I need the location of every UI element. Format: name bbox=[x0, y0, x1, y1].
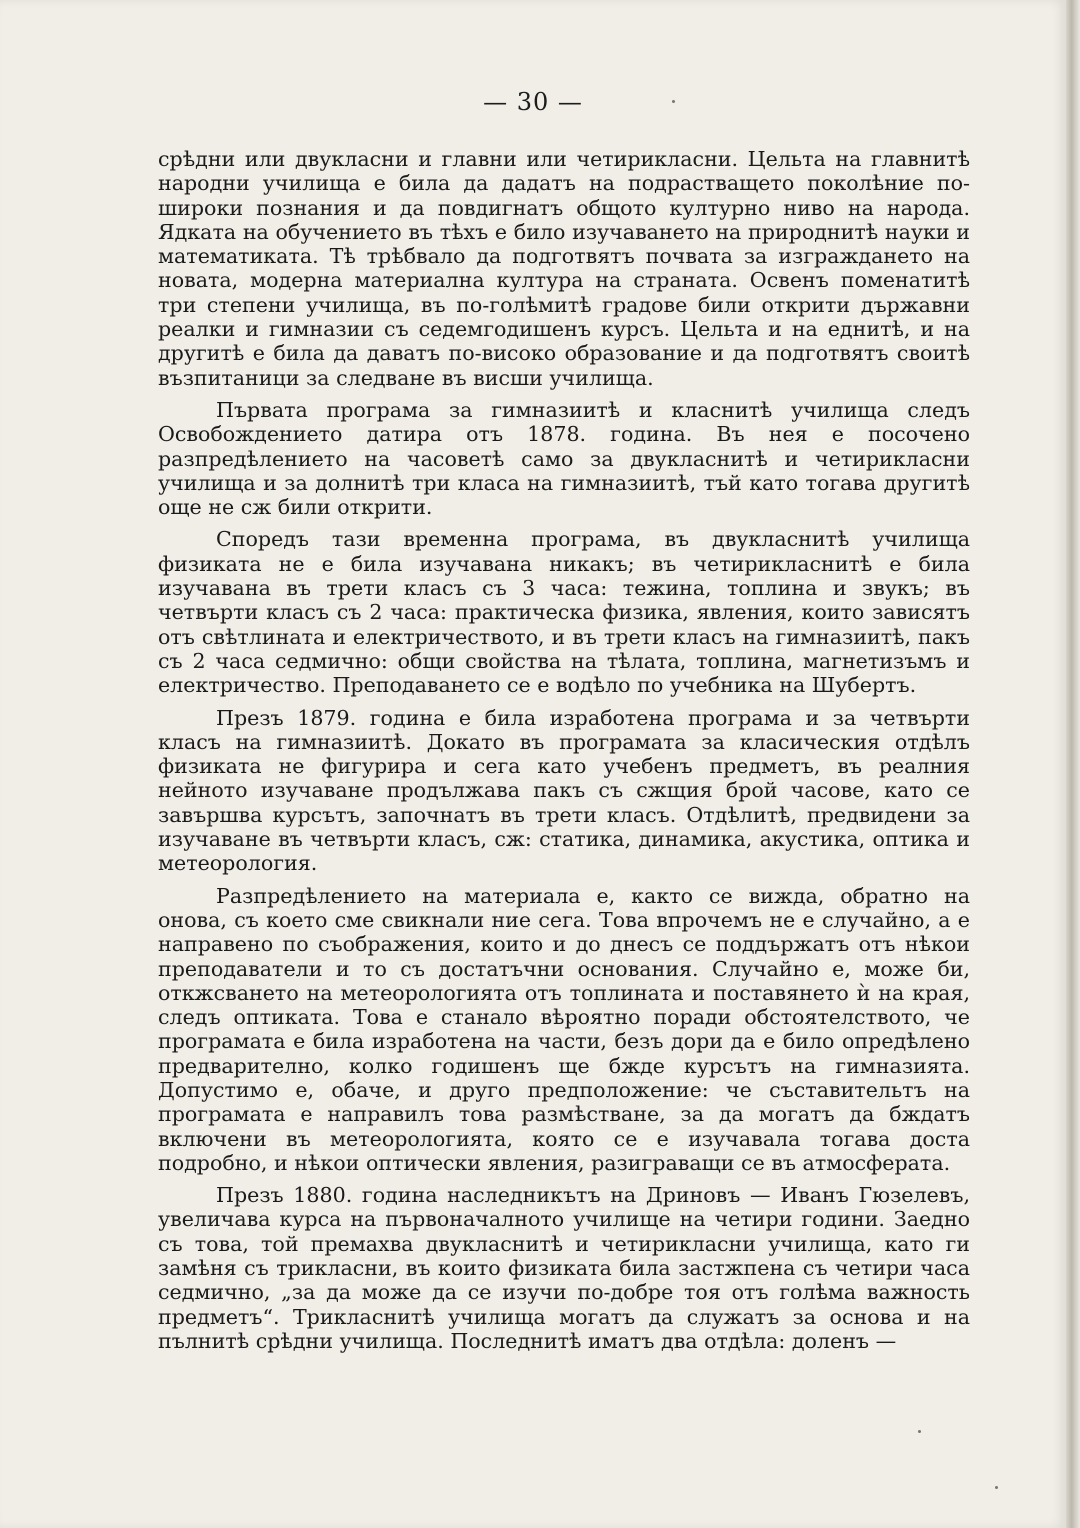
paragraph: Първата програма за гимназиитѣ и класнитѣ училища следъ Освобождението датира отъ 1878. година. Въ нея е посочено разпредѣлението на часоветѣ само за двукласнитѣ и четирикласни училища и за долнитѣ три класа на гимназиитѣ, тъй като тогава другитѣ още не сж били открити. bbox=[158, 397, 970, 520]
paragraph: срѣдни или двукласни и главни или четирикласни. Цельта на главнитѣ народни училища е била да дадатъ на подрастващето поколѣние по-широки познания и да повдигнатъ общото културно ниво на народа. Ядката на обучението въ тѣхъ е било изучаването на природнитѣ науки и математиката. Тѣ трѣбвало да подготвятъ почвата за изграждането на новата, модерна материална култура на страната. Освенъ поменатитѣ три степени училища, въ по-голѣмитѣ градове били открити държавни реалки и гимназии съ седемгодишенъ курсъ. Цельта и на еднитѣ, и на другитѣ е била да даватъ по-високо образование и да подготвятъ своитѣ възпитаници за следване въ висши училища. bbox=[158, 147, 970, 390]
paper-speck bbox=[672, 100, 675, 103]
paragraph: Разпредѣлението на материала е, както се вижда, обратно на онова, съ което сме свикнали ние сега. Това впрочемъ не е случайно, а е направено по съображения, които и до днесъ се поддържатъ отъ нѣкои преподаватели и то съ достатъчни основания. Случайно е, може би, откжсването на метеорологията отъ топлината и поставянето ѝ на края, следъ оптиката. Това е станало вѣроятно поради обстоятелството, че програмата е била изработена на части, безъ дори да е било опредѣлено предварително, колко годишенъ ще бжде курсътъ на гимназията. Допустимо е, обаче, и друго предположение: че съставительтъ на програмата е направилъ това размѣстване, за да могатъ да бждатъ включени въ метеорологията, която се е изучавала тогава доста подробно, и нѣкои оптически явления, разиграващи се въ атмосферата. bbox=[158, 883, 970, 1175]
paper-speck bbox=[918, 1430, 921, 1433]
paragraph: Презъ 1880. година наследникътъ на Дриновъ — Иванъ Гюзелевъ, увеличава курса на първоначалното училище на четири години. Заедно съ това, той премахва двукласнитѣ и четирикласни училища, като ги замѣня съ трикласни, въ които физиката била застжпена съ четири часа седмично, „за да може да се изучи по-добре тоя отъ голѣма важность предметъ“. Трикласнитѣ училища могатъ да служатъ за основа и на пълнитѣ срѣдни училища. Последнитѣ иматъ два отдѣла: доленъ — bbox=[158, 1183, 970, 1353]
paper-speck bbox=[995, 1486, 998, 1489]
page-edge bbox=[1066, 0, 1080, 1528]
paragraph: Споредъ тази временна програма, въ двукласнитѣ училища физиката не е била изучавана никакъ; въ четирикласнитѣ е била изучавана въ трети класъ съ 3 часа: тежина, топлина и звукъ; въ четвърти класъ съ 2 часа: практическа физика, явления, които зависятъ отъ свѣтлината и електричеството, и въ трети класъ на гимназиитѣ, пакъ съ 2 часа седмично: общи свойства на тѣлата, топлина, магнетизъмъ и електричество. Преподаването се е водѣло по учебника на Шубертъ. bbox=[158, 527, 970, 698]
body-text bbox=[158, 147, 970, 1361]
paragraph: Презъ 1879. година е била изработена програма и за четвърти класъ на гимназиитѣ. Докато въ програмата за класическия отдѣлъ физиката не фигурира и сега като учебенъ предметъ, въ реалния нейното изучаване продължава пакъ съ сжщия брой часове, като се завършва курсътъ, започнатъ въ трети класъ. Отдѣлитѣ, предвидени за изучаване въ четвърти класъ, сж: статика, динамика, акустика, оптика и метеорология. bbox=[158, 705, 970, 876]
page-number: — 30 — bbox=[483, 88, 583, 116]
